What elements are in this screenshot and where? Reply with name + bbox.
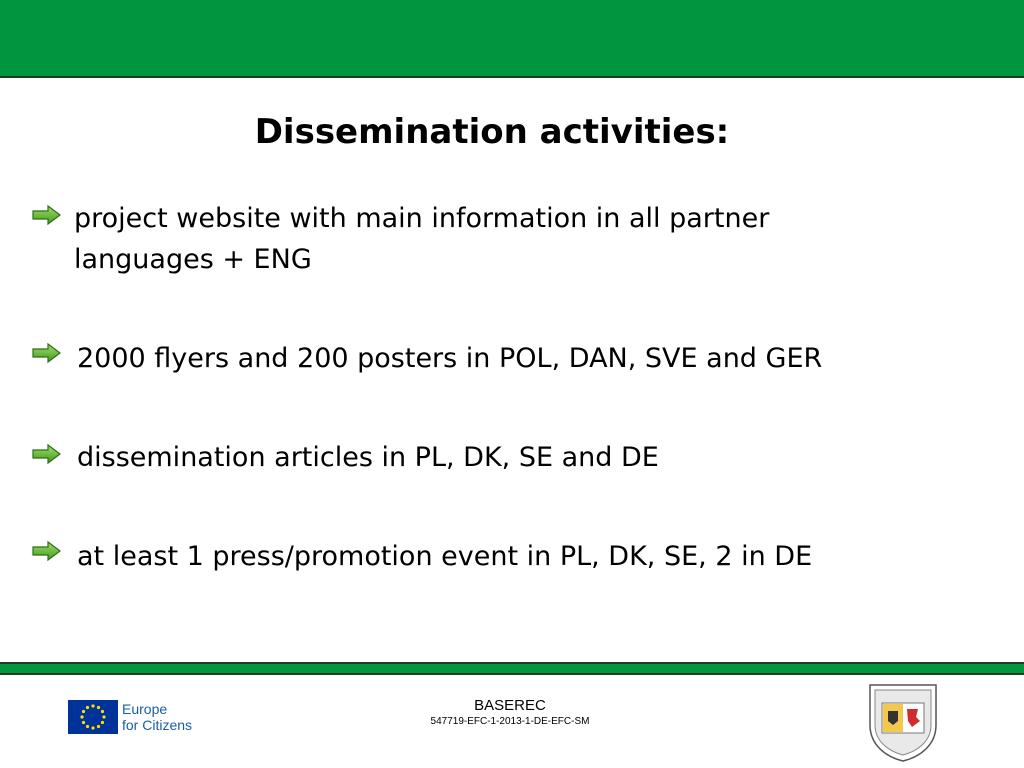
bullet-item — [32, 198, 932, 280]
bullet-item — [32, 437, 932, 478]
bullet-text-line: project website with main information in all partner — [74, 203, 770, 234]
bullet-text-line: languages + ENG — [74, 244, 312, 275]
green-right-arrow-icon — [32, 443, 62, 465]
green-right-arrow-icon — [32, 540, 62, 562]
europe-for-citizens-logo — [68, 700, 208, 736]
slide-title: Dissemination activities: — [254, 112, 730, 152]
coat-of-arms-icon — [864, 681, 942, 763]
bullet-text: 2000 flyers and 200 posters in POL, DAN, SVE and GER — [77, 343, 823, 374]
bullet-text: at least 1 press/promotion event in PL, DK, SE, 2 in DE — [77, 541, 813, 572]
footer-band — [0, 662, 1024, 675]
green-right-arrow-icon — [32, 204, 62, 226]
bullet-text: dissemination articles in PL, DK, SE and DE — [77, 442, 659, 473]
bullet-item — [32, 536, 932, 577]
bullet-text — [32, 198, 932, 280]
footer — [0, 675, 1024, 768]
eu-flag-icon — [68, 700, 118, 734]
project-name: BASEREC — [474, 697, 546, 714]
green-right-arrow-icon — [32, 342, 62, 364]
project-info — [390, 697, 630, 729]
project-code: 547719-EFC-1-2013-1-DE-EFC-SM — [430, 716, 590, 727]
eu-logo-text — [122, 701, 192, 733]
eu-logo-text-line: Europe — [122, 701, 168, 717]
eu-logo-text-line: for Citizens — [122, 717, 193, 733]
bullet-item — [32, 338, 932, 379]
